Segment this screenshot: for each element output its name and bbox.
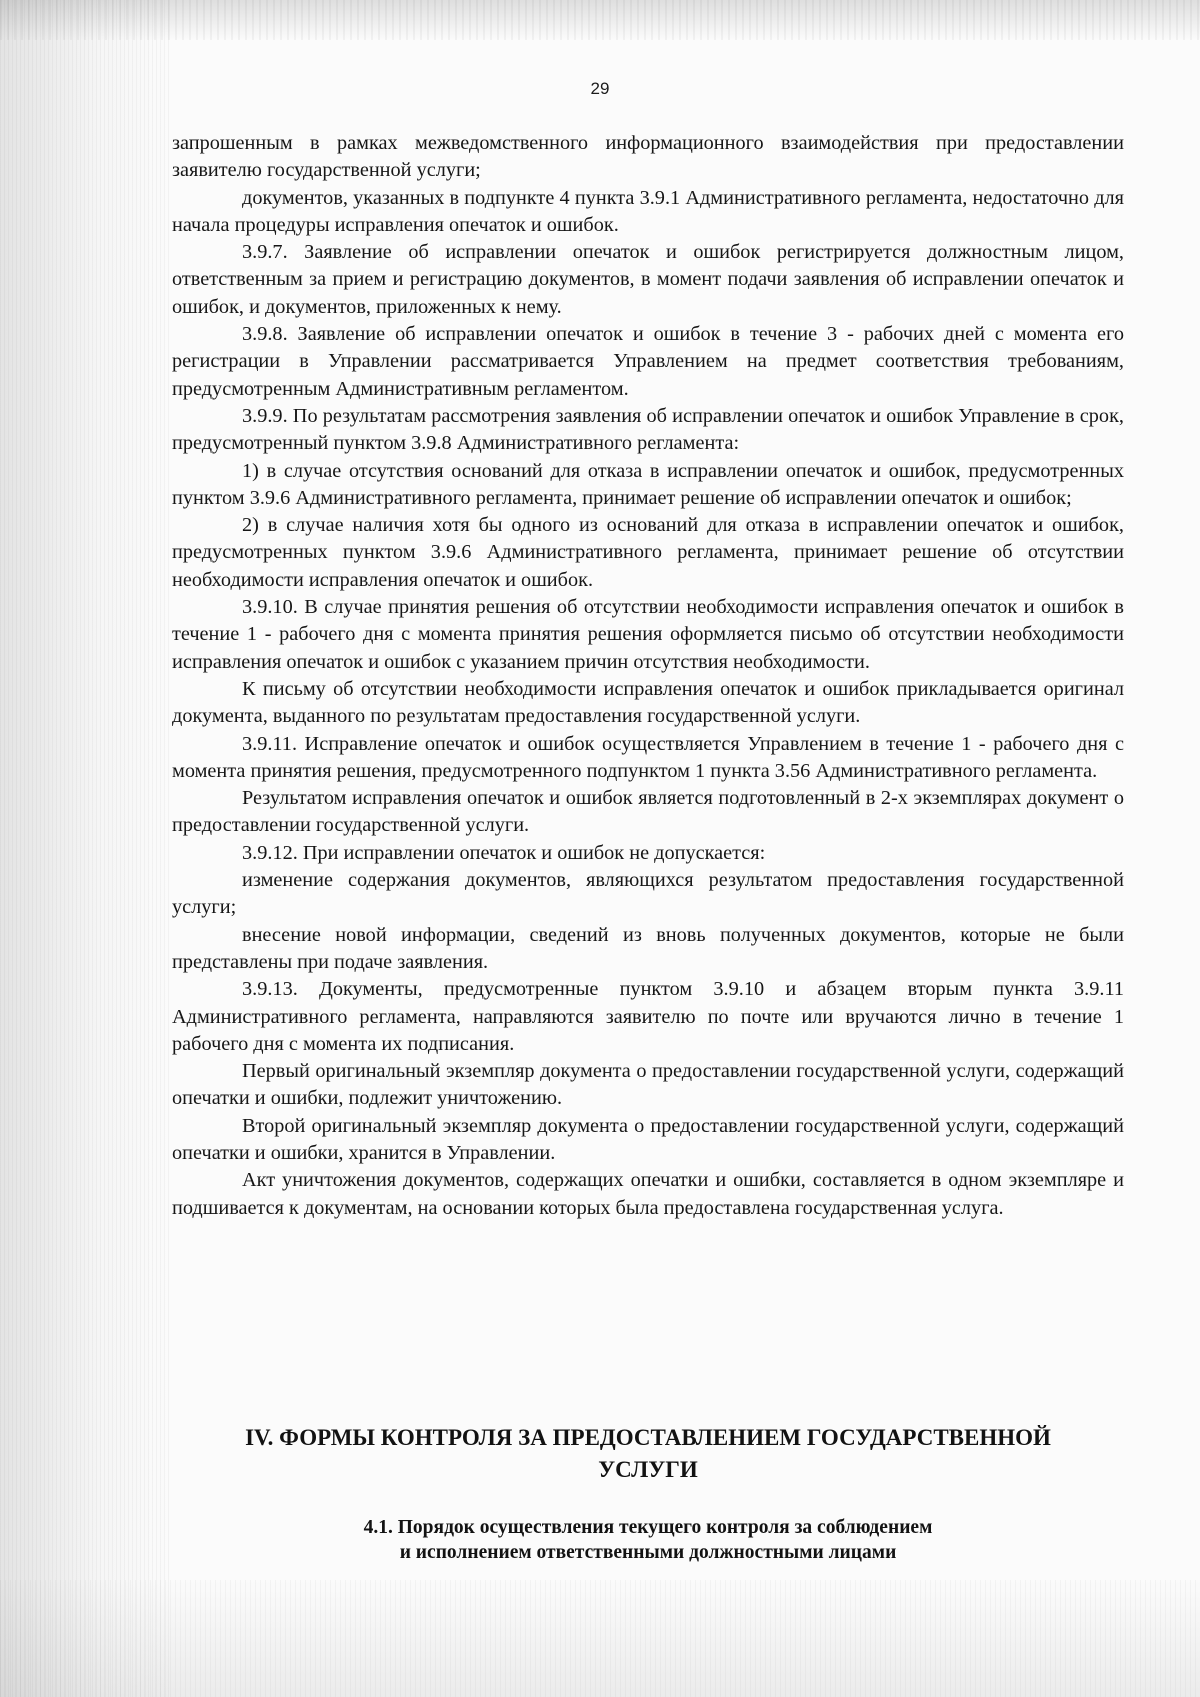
paragraph: Акт уничтожения документов, содержащих опечатки и ошибки, составляется в одном экземпляре и подшивается к документам, на основании которых была предоставлена государственная услуга. <box>172 1169 1124 1219</box>
subsection-heading-line: 4.1. Порядок осуществления текущего контроля за соблюдением <box>363 1517 933 1538</box>
paragraph: Первый оригинальный экземпляр документа о предоставлении государственной услуги, содержащий опечатки и ошибки, подлежит уничтожению. <box>172 1060 1124 1110</box>
subsection-heading <box>172 1515 1124 1565</box>
paragraph: 2) в случае наличия хотя бы одного из оснований для отказа в исправлении опечаток и ошибок, предусмотренных пунктом 3.9.6 Административного регламента, принимает решение об отсутствии необходимости исправления опечаток и ошибок. <box>172 514 1124 591</box>
paragraph: 3.9.7. Заявление об исправлении опечаток и ошибок регистрируется должностным лицом, ответственным за прием и регистрацию документов, в момент подачи заявления об исправлении опечаток и ошибок, и документов, приложенных к нему. <box>172 241 1124 318</box>
page-number: 29 <box>590 79 610 98</box>
paragraph: внесение новой информации, сведений из вновь полученных документов, которые не были представлены при подаче заявления. <box>172 923 1124 973</box>
paragraph: Второй оригинальный экземпляр документа о предоставлении государственной услуги, содержащий опечатки и ошибки, хранится в Управлении. <box>172 1114 1124 1164</box>
paragraph: Результатом исправления опечаток и ошибок является подготовленный в 2-х экземплярах документ о предоставлении государственной услуги. <box>172 787 1124 837</box>
paragraph: 1) в случае отсутствия оснований для отказа в исправлении опечаток и ошибок, предусмотренных пунктом 3.9.6 Административного регламента, принимает решение об исправлении опечаток и ошибок; <box>172 459 1124 509</box>
section-heading <box>172 1422 1124 1486</box>
paragraph: 3.9.13. Документы, предусмотренные пунктом 3.9.10 и абзацем вторым пункта 3.9.11 Административного регламента, направляются заявителю по почте или вручаются лично в течение 1 рабочего дня с момента их подписания. <box>172 978 1124 1055</box>
paragraph: 3.9.11. Исправление опечаток и ошибок осуществляется Управлением в течение 1 - рабочего дня с момента принятия решения, предусмотренного подпунктом 1 пункта 3.56 Административного регламента. <box>172 732 1124 782</box>
subsection-heading-line: и исполнением ответственными должностными лицами <box>399 1542 897 1563</box>
section-heading-line: IV. ФОРМЫ КОНТРОЛЯ ЗА ПРЕДОСТАВЛЕНИЕМ ГОСУДАРСТВЕННОЙ <box>245 1425 1051 1450</box>
scan-artifact-top <box>0 0 1200 40</box>
paragraph: изменение содержания документов, являющихся результатом предоставления государственной услуги; <box>172 869 1124 919</box>
paragraph: 3.9.10. В случае принятия решения об отсутствии необходимости исправления опечаток и ошибок в течение 1 - рабочего дня с момента принятия решения оформляется письмо об отсутствии необходимости исправления опечаток и ошибок с указанием причин отсутствия необходимости. <box>172 596 1124 673</box>
paragraph: 3.9.12. При исправлении опечаток и ошибок не допускается: <box>242 841 766 864</box>
paragraph: 3.9.9. По результатам рассмотрения заявления об исправлении опечаток и ошибок Управление в срок, предусмотренный пунктом 3.9.8 Административного регламента: <box>172 404 1124 455</box>
paragraph: К письму об отсутствии необходимости исправления опечаток и ошибок прикладывается оригинал документа, выданного по результатам предоставления государственной услуги. <box>172 677 1124 728</box>
paragraph: 3.9.8. Заявление об исправлении опечаток и ошибок в течение 3 - рабочих дней с момента его регистрации в Управлении рассматривается Управлением на предмет соответствия требованиям, предусмотренным Административным регламентом. <box>172 323 1124 400</box>
paragraph: запрошенным в рамках межведомственного информационного взаимодействия при предоставлении заявителю государственной услуги; <box>172 132 1124 182</box>
scan-artifact-bottom <box>0 1580 1200 1697</box>
body-text <box>172 130 1124 1222</box>
section-heading-line: УСЛУГИ <box>598 1457 698 1482</box>
paragraph: документов, указанных в подпункте 4 пункта 3.9.1 Административного регламента, недостаточно для начала процедуры исправления опечаток и ошибок. <box>172 186 1124 236</box>
scan-artifact-left <box>0 0 170 1697</box>
